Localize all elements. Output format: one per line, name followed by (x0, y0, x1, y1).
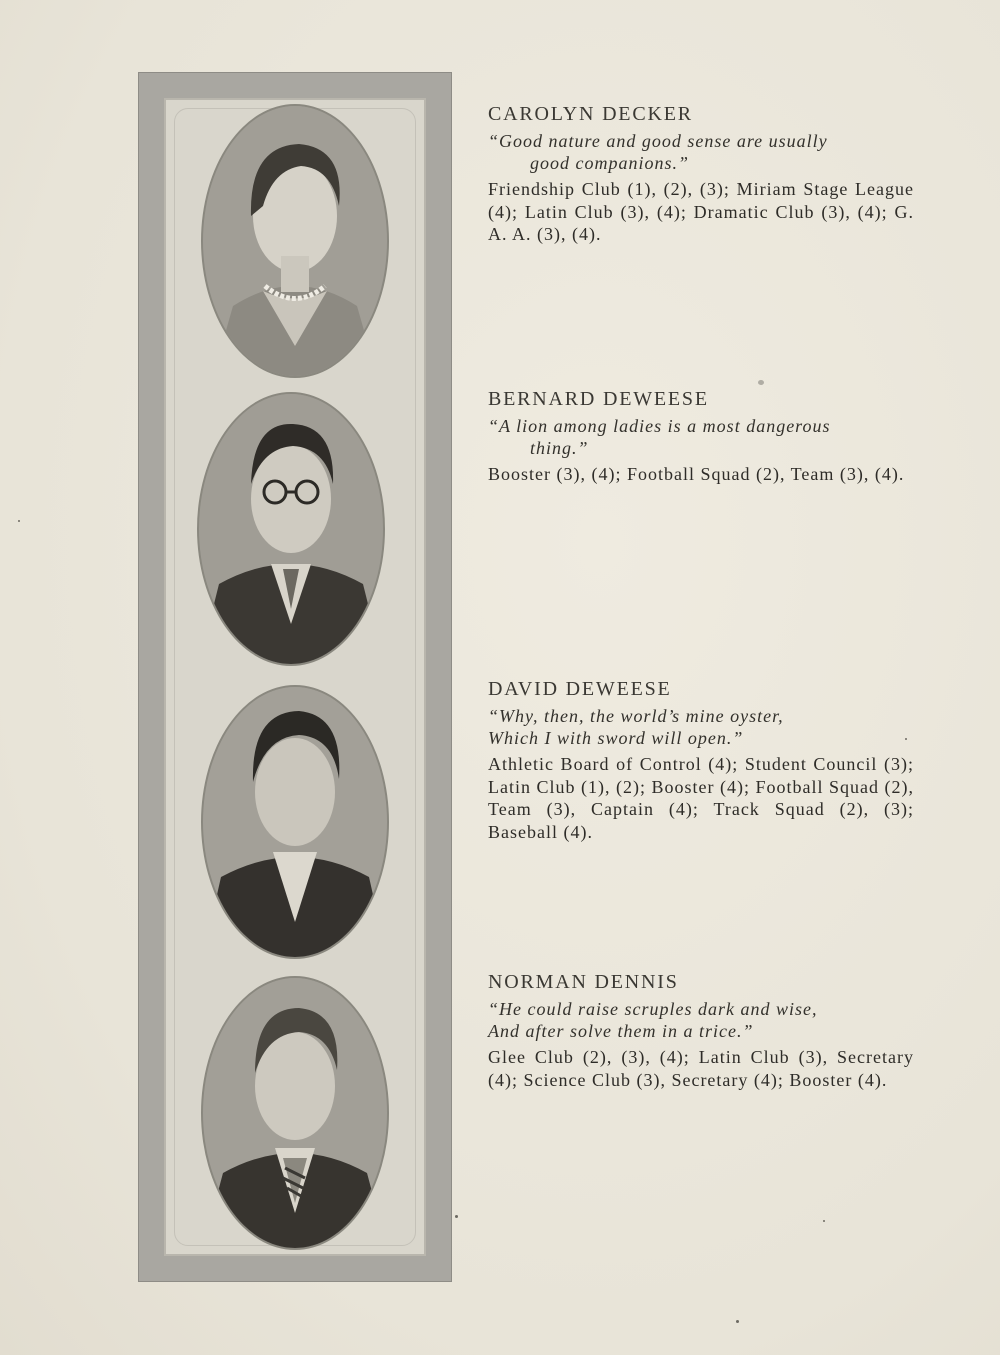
student-name: DAVID DEWEESE (488, 678, 672, 700)
student-quote (488, 705, 914, 749)
portrait-photo-carolyn-decker (201, 104, 389, 378)
quote-line: Which I with sword will open.” (488, 728, 744, 748)
student-name: CAROLYN DECKER (488, 103, 693, 125)
portrait-photo-bernard-deweese (197, 392, 385, 666)
quote-line: “He could raise scruples dark and wise, (488, 999, 818, 1019)
portrait-panel (138, 72, 452, 1282)
quote-line: “A lion among ladies is a most dangerous (488, 416, 831, 436)
paper-speck (823, 1220, 825, 1222)
student-activities: Glee Club (2), (3), (4); Latin Club (3), Secretary (4); Science Club (3), Secretary (4); Booster (4). (488, 1047, 914, 1090)
quote-line: And after solve them in a trice.” (488, 1021, 754, 1041)
student-entry (488, 388, 914, 486)
paper-speck (905, 738, 907, 740)
portrait-photo-norman-dennis (201, 976, 389, 1250)
student-activities: Friendship Club (1), (2), (3); Miriam Stage League (4); Latin Club (3), (4); Dramatic Club (3), (4); G. A. A. (3), (4). (488, 179, 914, 244)
paper-speck (455, 1215, 458, 1218)
student-entry (488, 678, 914, 843)
student-activities: Booster (3), (4); Football Squad (2), Team (3), (4). (488, 464, 905, 484)
student-entry (488, 971, 914, 1091)
portrait-photo-david-deweese (201, 685, 389, 959)
student-activities: Athletic Board of Control (4); Student Council (3); Latin Club (1), (2); Booster (4); Football Squad (2), Team (3), Captain (4); Track Squad (2), (3); Baseball (4). (488, 754, 914, 842)
student-quote (488, 998, 914, 1042)
quote-line: “Good nature and good sense are usually (488, 131, 828, 151)
student-quote (488, 415, 914, 459)
student-name: NORMAN DENNIS (488, 971, 679, 993)
student-entry (488, 103, 914, 246)
paper-speck (758, 380, 764, 385)
student-name: BERNARD DEWEESE (488, 388, 709, 410)
quote-line: good companions.” (530, 153, 690, 173)
paper-speck (18, 520, 20, 522)
quote-line: “Why, then, the world’s mine oyster, (488, 706, 784, 726)
student-quote (488, 130, 914, 174)
paper-speck (736, 1320, 739, 1323)
quote-line: thing.” (530, 438, 589, 458)
